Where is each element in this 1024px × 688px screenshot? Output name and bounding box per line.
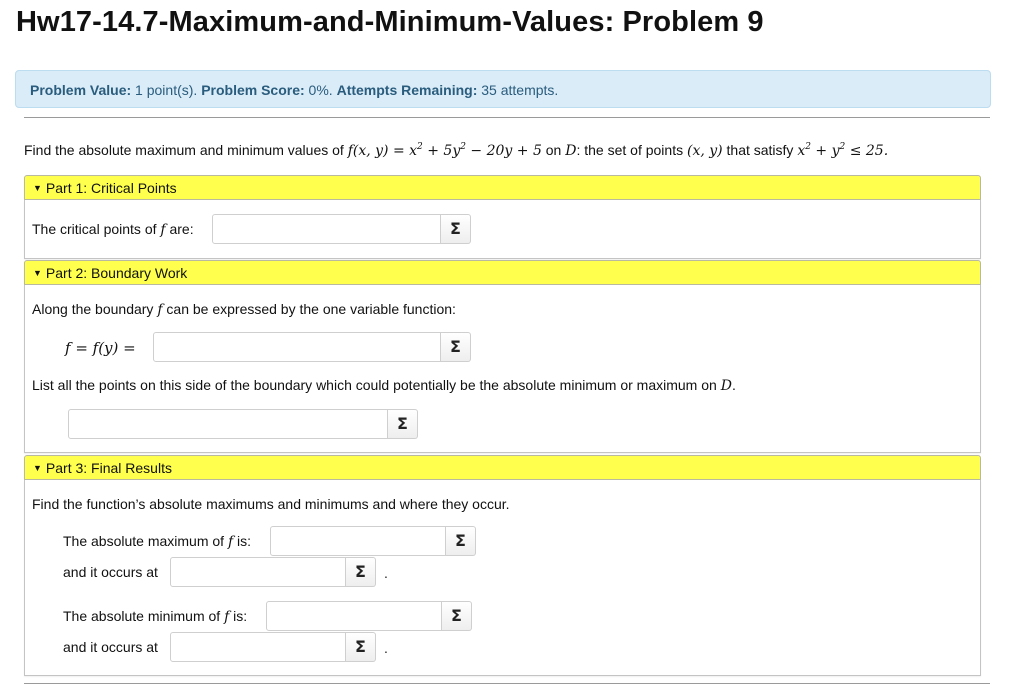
part1-body — [24, 200, 981, 259]
sigma-equation-button[interactable]: Σ — [441, 332, 471, 362]
domain-symbol: D — [565, 143, 577, 159]
sigma-equation-button[interactable]: Σ — [388, 409, 418, 439]
part1-header[interactable] — [24, 175, 981, 200]
period: . — [384, 640, 388, 656]
abs-max-input[interactable] — [270, 526, 446, 556]
part2-title: Part 2: Boundary Work — [45, 265, 188, 281]
collapse-triangle-icon: ▼ — [33, 183, 42, 193]
part1-title: Part 1: Critical Points — [45, 180, 177, 196]
sigma-equation-button[interactable]: Σ — [441, 214, 471, 244]
period: . — [384, 565, 388, 581]
boundary-points-input[interactable] — [68, 409, 388, 439]
sigma-equation-button[interactable]: Σ — [346, 557, 376, 587]
problem-info-banner — [15, 70, 991, 108]
divider-bottom — [24, 683, 990, 684]
point-symbol: (x, y) — [686, 143, 723, 159]
problem-value: 1 point(s). — [131, 82, 202, 98]
boundary-function-input[interactable] — [153, 332, 441, 362]
part3-title: Part 3: Final Results — [45, 460, 172, 476]
abs-min-input[interactable] — [266, 601, 442, 631]
part3-header[interactable] — [24, 455, 981, 480]
abs-max-label: The absolute maximum of f is: — [63, 533, 252, 550]
constraint-expression: $x^2 + y^2 \le 25$. — [797, 142, 889, 159]
boundary-points-description: List all the points on this side of the boundary which could potentially be the absolute minimum or maximum on D. — [32, 377, 736, 394]
boundary-function-label: f = f(y) = — [65, 339, 136, 357]
collapse-triangle-icon: ▼ — [33, 463, 42, 473]
abs-max-location-input[interactable] — [170, 557, 346, 587]
sigma-equation-button[interactable]: Σ — [442, 601, 472, 631]
abs-max-location-label: and it occurs at — [63, 564, 158, 580]
problem-value-label: Problem Value: — [30, 82, 132, 98]
part2-header[interactable] — [24, 260, 981, 285]
problem-score: 0%. — [304, 82, 337, 98]
abs-min-location-label: and it occurs at — [63, 639, 158, 655]
boundary-description: Along the boundary f can be expressed by the one variable function: — [32, 301, 456, 318]
attempts-remaining: 35 attempts. — [477, 82, 559, 98]
final-results-intro: Find the function’s absolute maximums and minimums and where they occur. — [32, 496, 510, 512]
problem-score-label: Problem Score: — [201, 82, 305, 98]
problem-statement: Find the absolute maximum and minimum values of f(x, $y) = x^2 + 5y^2 - 20y + 5$ on D: the set of points (x, y) that satisfy $x^2 + y^2 \le 25$. — [24, 142, 889, 159]
part3-body — [24, 480, 981, 676]
divider-top — [24, 117, 990, 118]
sigma-equation-button[interactable]: Σ — [446, 526, 476, 556]
attempts-remaining-label: Attempts Remaining: — [336, 82, 478, 98]
part2-body — [24, 285, 981, 453]
function-expression: f(x, $y) = x^2 + 5y^2 - 20y + 5$ — [347, 142, 542, 159]
sigma-equation-button[interactable]: Σ — [346, 632, 376, 662]
abs-min-label: The absolute minimum of f is: — [63, 608, 248, 625]
page-title: Hw17-14.7-Maximum-and-Minimum-Values: Problem 9 — [16, 6, 764, 38]
critical-points-label: The critical points of f are: — [32, 221, 194, 238]
abs-min-location-input[interactable] — [170, 632, 346, 662]
critical-points-input[interactable] — [212, 214, 441, 244]
collapse-triangle-icon: ▼ — [33, 268, 42, 278]
